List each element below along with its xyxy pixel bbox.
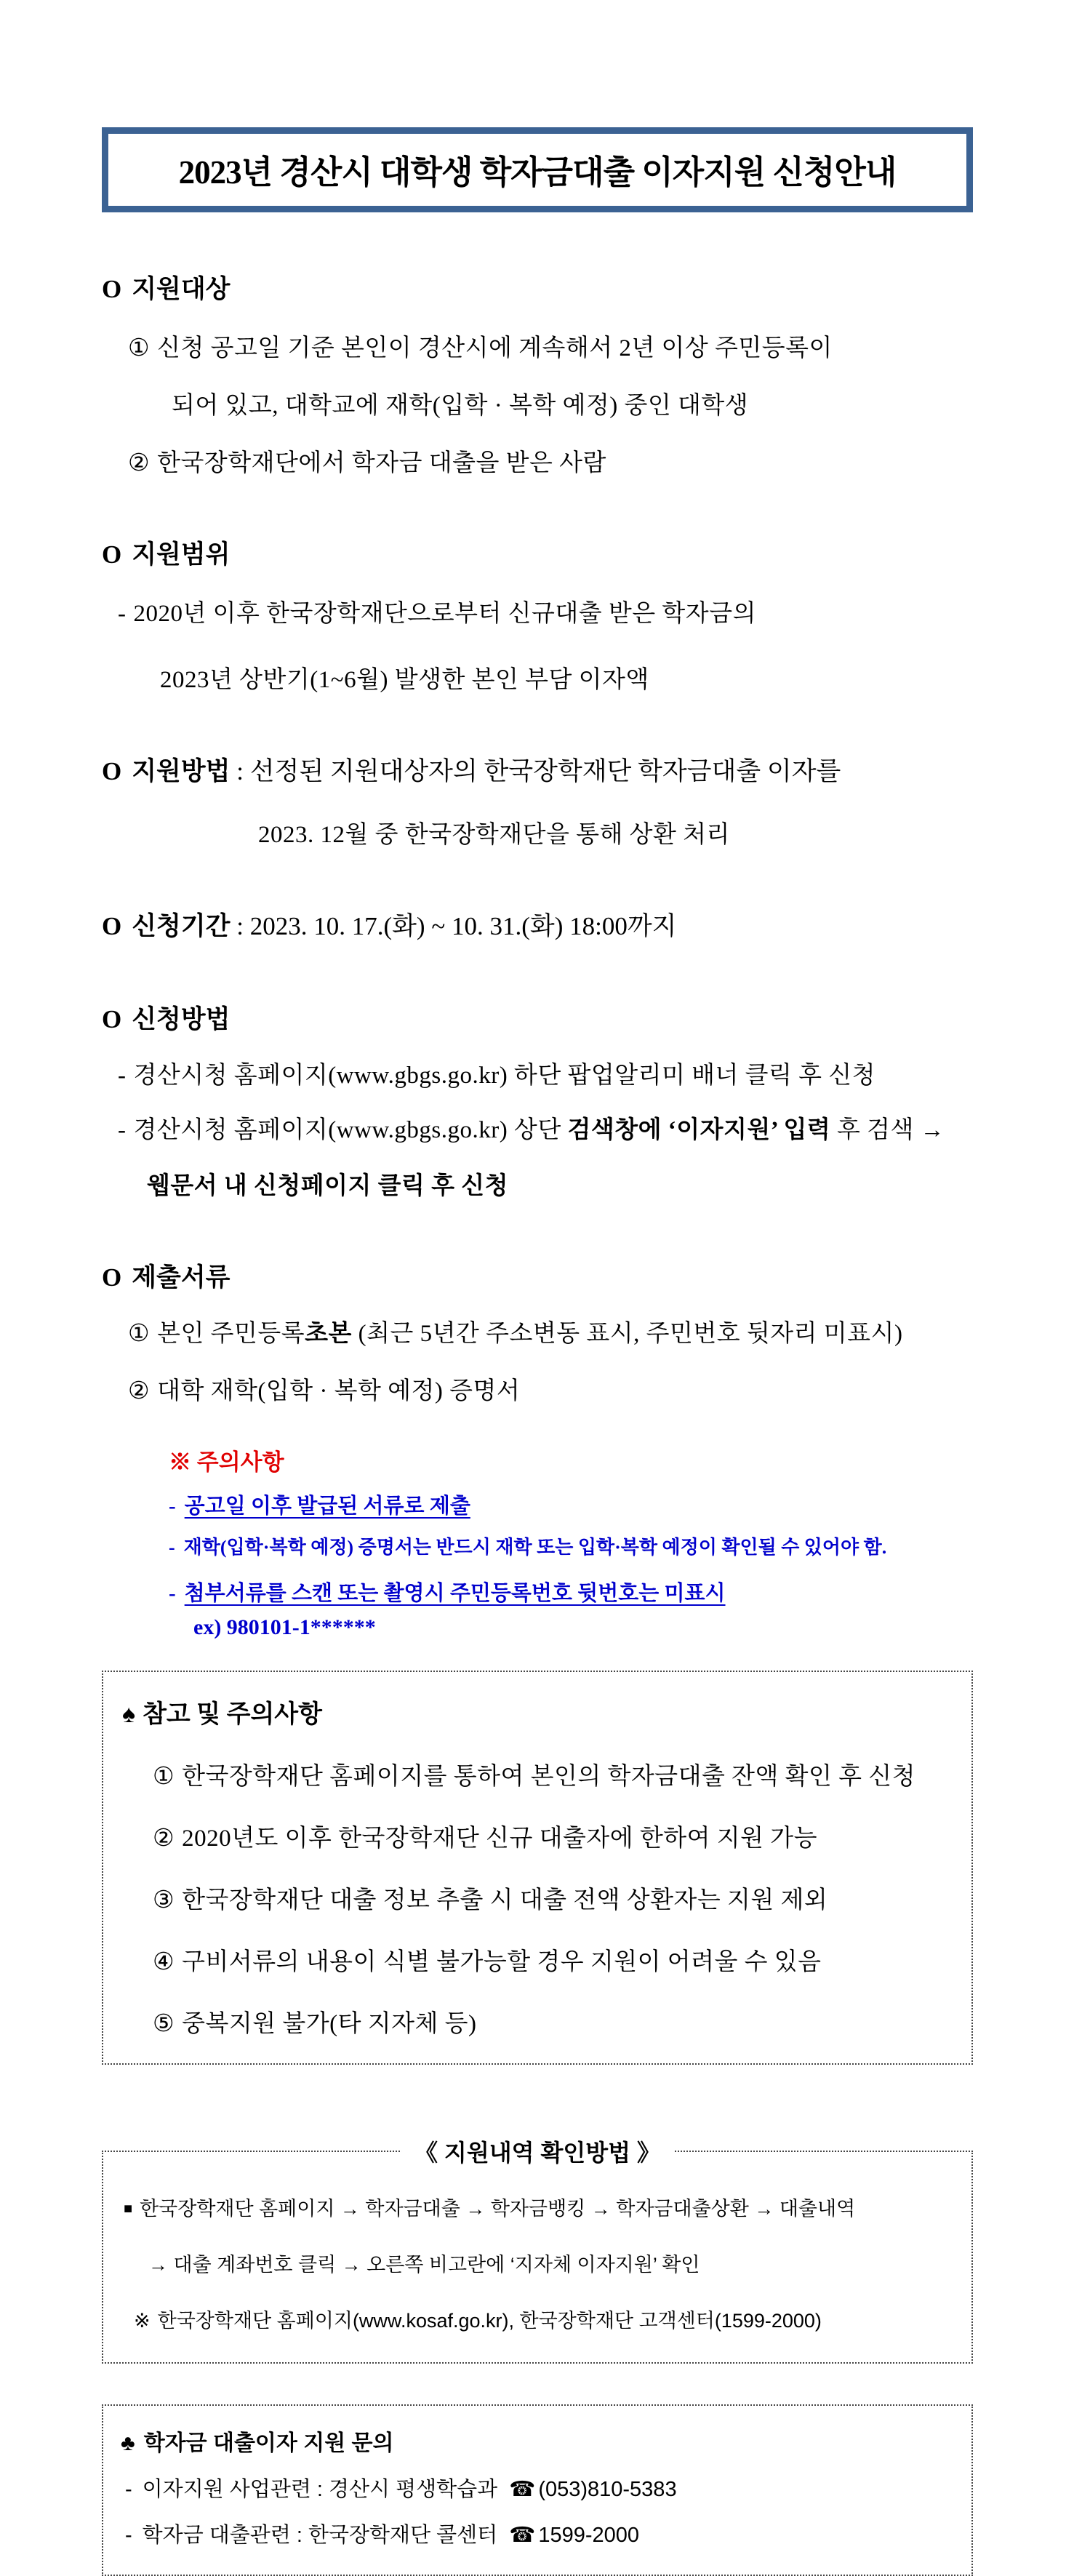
caution-block <box>169 1444 973 1640</box>
colon: : <box>230 912 250 940</box>
item-number: ④ <box>153 1949 175 1975</box>
item-number: ② <box>153 1825 175 1852</box>
reference-mark-icon: ※ <box>134 2310 151 2332</box>
section-heading-method <box>102 751 973 788</box>
line-text: 선정된 지원대상자의 한국장학재단 학자금대출 이자를 <box>249 757 841 785</box>
period-value: 2023. 10. 17.(화) ~ 10. 31.(화) 18:00까지 <box>249 912 677 940</box>
circle-marker: O <box>102 1005 122 1033</box>
caution-heading <box>169 1444 973 1476</box>
section-heading-scope <box>102 535 973 571</box>
line-text: 2023년 상반기(1~6월) 발생한 본인 부담 이자액 <box>160 667 649 693</box>
dash-marker: - <box>118 601 127 627</box>
text-line <box>102 1111 973 1145</box>
caution-item <box>169 1532 973 1559</box>
line-text-bold: 웹문서 내 신청페이지 클릭 후 신청 <box>147 1173 509 1199</box>
line-text: 본인 주민등록 <box>157 1321 305 1347</box>
line-text: 공고일 이후 발급된 서류로 제출 <box>184 1495 470 1518</box>
check-method-box <box>102 2140 973 2364</box>
dash-marker: - <box>118 1117 127 1143</box>
line-text: 한국장학재단에서 학자금 대출을 받은 사람 <box>157 450 606 476</box>
heading-text: 신청기간 <box>132 912 231 940</box>
reference-box <box>102 1671 973 2065</box>
circle-marker: O <box>102 275 122 303</box>
text-line <box>124 2249 957 2277</box>
phone-icon: ☎ <box>509 2524 536 2547</box>
line-text: 2023. 12월 중 한국장학재단을 통해 상환 처리 <box>258 822 730 848</box>
heading-text: 지원대상 <box>132 275 231 303</box>
text-line <box>102 1167 973 1201</box>
section-heading-apply <box>102 999 973 1036</box>
colon: : <box>230 757 250 785</box>
line-text: 한국장학재단 대출 정보 추출 시 대출 전액 상환자는 지원 제외 <box>182 1887 828 1913</box>
item-number: ① <box>153 1764 175 1790</box>
line-text: 후 검색 → <box>830 1117 945 1143</box>
item-number: ② <box>128 450 151 476</box>
item-number: ② <box>128 1378 151 1404</box>
line-text: 경산시청 홈페이지(www.gbgs.go.kr) 하단 팝업알리미 배너 클릭 후 신청 <box>133 1063 875 1089</box>
phone-number: 1599-2000 <box>538 2524 639 2547</box>
text-line <box>122 1943 954 1977</box>
caution-example: ex) 980101-1****** <box>193 1615 376 1639</box>
line-text: 2020년 이후 한국장학재단으로부터 신규대출 받은 학자금의 <box>133 601 756 627</box>
text-line <box>102 444 973 478</box>
reference-box-heading <box>122 1694 954 1729</box>
line-text: 구비서류의 내용이 식별 불가능할 경우 지원이 어려울 수 있음 <box>182 1949 822 1975</box>
spade-icon: ♠ <box>122 1701 136 1728</box>
dash-marker: - <box>125 2478 132 2501</box>
line-text-bold: 검색창에 ‘이자지원’ 입력 <box>567 1117 831 1143</box>
text-line <box>122 1819 954 1853</box>
text-line <box>102 815 973 849</box>
dash-marker: - <box>169 1495 176 1518</box>
line-text-bold: 초본 <box>305 1321 352 1347</box>
section-heading-documents <box>102 1257 973 1294</box>
text-line <box>122 1881 954 1915</box>
dash-marker: - <box>125 2524 132 2547</box>
line-text: 중복지원 불가(타 지자체 등) <box>182 2011 477 2037</box>
contact-label: 학자금 대출관련 : 한국장학재단 콜센터 <box>142 2524 498 2547</box>
item-number: ① <box>128 1321 151 1347</box>
line-text: 재학(입학·복학 예정) 증명서는 반드시 재학 또는 입학·복학 예정이 확인될 수 있어야 함. <box>183 1537 887 1558</box>
circle-marker: O <box>102 540 122 569</box>
heading-text: 지원범위 <box>132 540 231 569</box>
line-text: 신청 공고일 기준 본인이 경산시에 계속해서 2년 이상 주민등록이 <box>157 335 833 361</box>
caution-item <box>169 1489 973 1519</box>
text-line <box>102 660 973 695</box>
heading-text: 신청방법 <box>132 1005 231 1033</box>
line-text: → 대출 계좌번호 클릭 → 오른쪽 비고란에 ‘지자체 이자지원’ 확인 <box>148 2254 700 2276</box>
dash-marker: - <box>169 1582 176 1605</box>
heading-text: 주의사항 <box>196 1449 284 1475</box>
line-text: 대학 재학(입학 · 복학 예정) 증명서 <box>157 1378 521 1404</box>
heading-text: 학자금 대출이자 지원 문의 <box>143 2431 394 2455</box>
line-text: 한국장학재단 홈페이지(www.kosaf.go.kr), 한국장학재단 고객센터(1599-2000) <box>157 2310 822 2332</box>
item-number: ③ <box>153 1887 175 1913</box>
line-text: 2020년도 이후 한국장학재단 신규 대출자에 한하여 지원 가능 <box>182 1825 818 1852</box>
text-line <box>102 1314 973 1348</box>
text-line <box>102 1372 973 1406</box>
text-line <box>102 594 973 628</box>
circle-marker: O <box>102 757 122 785</box>
text-line <box>102 386 973 420</box>
reference-mark-icon: ※ <box>169 1449 191 1475</box>
line-text: 되어 있고, 대학교에 재학(입학 · 복학 예정) 중인 대학생 <box>172 393 749 419</box>
line-text: 한국장학재단 홈페이지를 통하여 본인의 학자금대출 잔액 확인 후 신청 <box>182 1764 916 1790</box>
heading-text: 지원방법 <box>132 757 231 785</box>
contact-line <box>121 2519 957 2548</box>
dash-marker: - <box>169 1537 175 1558</box>
item-number: ⑤ <box>153 2011 175 2037</box>
circle-marker: O <box>102 912 122 940</box>
heading-text: 참고 및 주의사항 <box>143 1701 322 1728</box>
club-icon: ♣ <box>121 2431 135 2455</box>
phone-icon: ☎ <box>509 2478 536 2501</box>
contact-box-heading <box>121 2425 957 2457</box>
phone-number: (053)810-5383 <box>538 2478 677 2501</box>
text-line <box>122 2004 954 2039</box>
contact-box <box>102 2404 973 2576</box>
line-text: 한국장학재단 홈페이지 → 학자금대출 → 학자금뱅킹 → 학자금대출상환 → 대출내역 <box>140 2198 856 2220</box>
contact-line <box>121 2473 957 2503</box>
section-heading-period <box>102 906 973 943</box>
text-line <box>102 329 973 363</box>
contact-label: 이자지원 사업관련 : 경산시 평생학습과 <box>142 2478 498 2501</box>
check-method-box-title: 《 지원내역 확인방법 》 <box>401 2135 673 2168</box>
section-heading-target <box>102 269 973 305</box>
page-title: 2023년 경산시 대학생 학자금대출 이자지원 신청안내 <box>178 154 897 191</box>
caution-item <box>169 1577 973 1607</box>
square-bullet-icon: ■ <box>124 2201 133 2217</box>
dash-marker: - <box>118 1063 127 1089</box>
text-line <box>102 1056 973 1090</box>
line-text: 경산시청 홈페이지(www.gbgs.go.kr) 상단 <box>133 1117 568 1143</box>
line-text: (최근 5년간 주소변동 표시, 주민번호 뒷자리 미표시) <box>351 1321 903 1347</box>
item-number: ① <box>128 335 151 361</box>
text-line <box>124 2305 957 2333</box>
circle-marker: O <box>102 1263 122 1292</box>
line-text: 첨부서류를 스캔 또는 촬영시 주민등록번호 뒷번호는 미표시 <box>184 1582 726 1605</box>
text-line <box>122 1757 954 1791</box>
title-box <box>102 127 973 212</box>
heading-text: 제출서류 <box>132 1263 231 1292</box>
text-line <box>124 2193 957 2221</box>
